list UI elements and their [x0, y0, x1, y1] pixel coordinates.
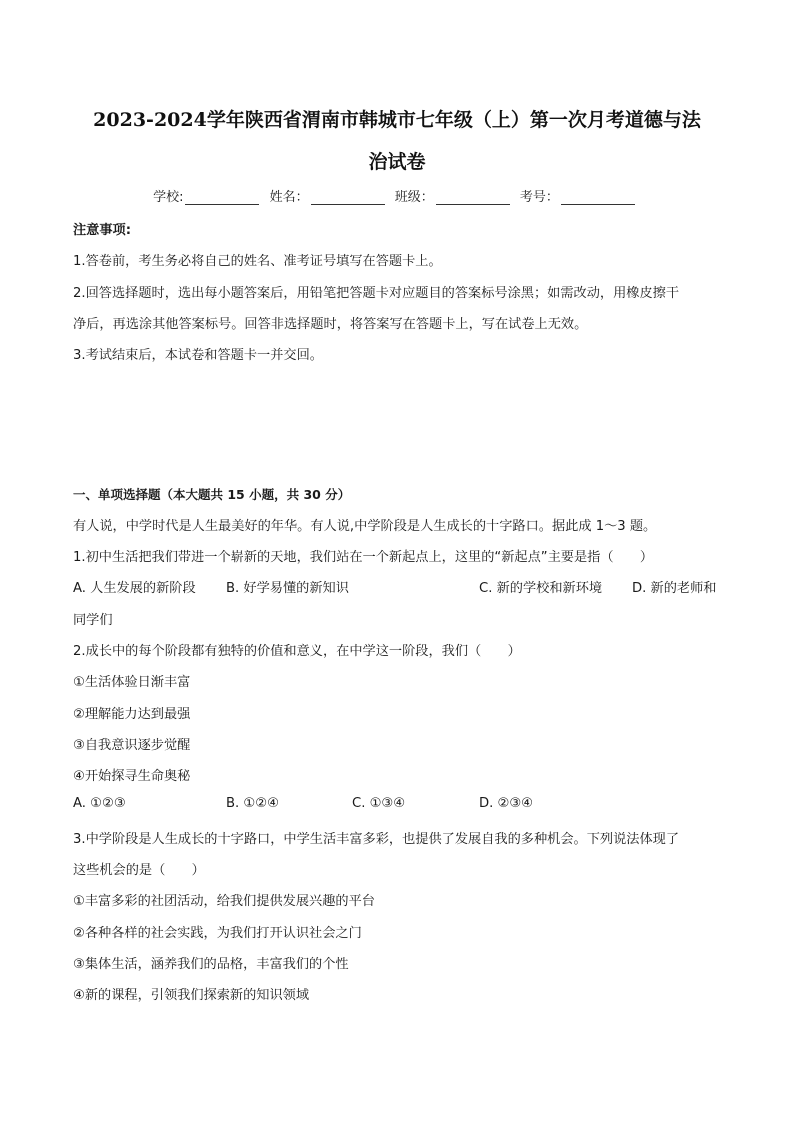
question-2-option-d[interactable]: D. ②③④	[479, 796, 534, 811]
section-heading: 一、单项选择题（本大题共 15 小题，共 30 分）	[73, 487, 351, 502]
question-1-option-b[interactable]: B. 好学易懂的新知识	[226, 581, 349, 596]
notice-item-2b: 净后，再选涂其他答案标号。回答非选择题时，将答案写在答题卡上，写在试卷上无效。	[73, 317, 588, 332]
class-blank[interactable]	[436, 190, 510, 205]
question-2-statement-3: ③自我意识逐步觉醒	[73, 738, 191, 753]
class-label: 班级：	[394, 190, 434, 205]
notice-item-3: 3.考试结束后，本试卷和答题卡一并交回。	[73, 348, 323, 363]
question-1-option-d[interactable]: D. 新的老师和	[632, 581, 717, 596]
exam-title-line2: 治试卷	[368, 151, 426, 173]
question-1-option-a[interactable]: A. 人生发展的新阶段	[73, 581, 196, 596]
question-2-statement-2: ②理解能力达到最强	[73, 707, 191, 722]
number-blank[interactable]	[561, 190, 635, 205]
question-2-statement-1: ①生活体验日渐丰富	[73, 675, 191, 690]
question-2-option-b[interactable]: B. ①②④	[226, 796, 279, 811]
question-2-option-a[interactable]: A. ①②③	[73, 796, 126, 811]
question-3-statement-1: ①丰富多彩的社团活动，给我们提供发展兴趣的平台	[73, 894, 375, 909]
question-3-statement-4: ④新的课程，引领我们探索新的知识领域	[73, 988, 310, 1003]
school-blank[interactable]	[185, 190, 259, 205]
name-label: 姓名：	[269, 190, 309, 205]
question-2-statement-4: ④开始探寻生命奥秘	[73, 769, 191, 784]
question-1-stem: 1.初中生活把我们带进一个崭新的天地，我们站在一个新起点上，这里的“新起点”主要是指（ ）	[73, 550, 654, 565]
notice-item-2a: 2.回答选择题时，选出每小题答案后，用铅笔把答题卡对应题目的答案标号涂黑；如需改动，用橡皮擦干	[73, 286, 680, 301]
question-3-stem-1: 3.中学阶段是人生成长的十字路口，中学生活丰富多彩，也提供了发展自我的多种机会。下列说法体现了	[73, 832, 680, 847]
name-blank[interactable]	[311, 190, 385, 205]
notice-item-1: 1.答卷前，考生务必将自己的姓名、准考证号填写在答题卡上。	[73, 254, 442, 269]
question-2-stem: 2.成长中的每个阶段都有独特的价值和意义，在中学这一阶段，我们（ ）	[73, 644, 521, 659]
question-3-statement-3: ③集体生活，涵养我们的品格，丰富我们的个性	[73, 957, 349, 972]
question-3-statement-2: ②各种各样的社会实践，为我们打开认识社会之门	[73, 926, 362, 941]
question-1-option-c[interactable]: C. 新的学校和新环境	[479, 581, 603, 596]
question-2-option-c[interactable]: C. ①③④	[352, 796, 406, 811]
notice-heading: 注意事项:	[73, 223, 132, 238]
section-intro: 有人说，中学时代是人生最美好的年华。有人说,中学阶段是人生成长的十字路口。据此成 1～3 题。	[73, 519, 657, 534]
number-label: 考号：	[519, 190, 559, 205]
question-3-stem-2: 这些机会的是（ ）	[73, 863, 205, 878]
student-info-row	[0, 186, 794, 205]
exam-title-line1: 2023-2024学年陕西省渭南市韩城市七年级（上）第一次月考道德与法	[93, 109, 701, 131]
question-1-option-d-cont: 同学们	[73, 613, 113, 628]
school-label: 学校:	[153, 190, 184, 205]
